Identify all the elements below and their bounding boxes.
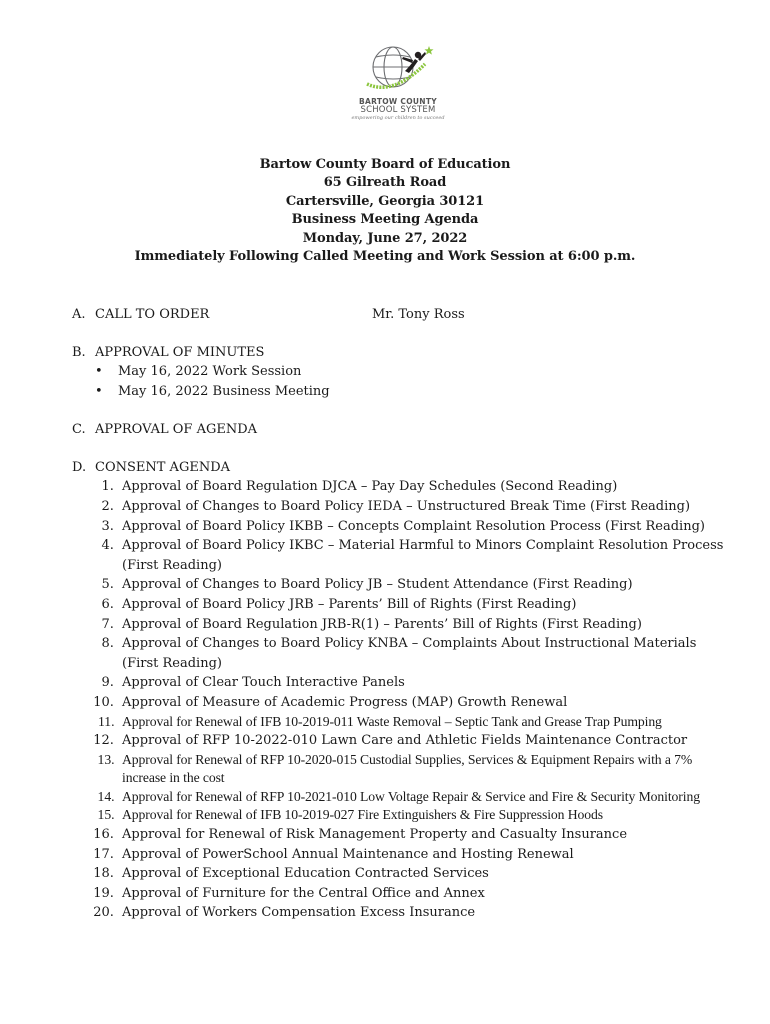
section-approval-of-agenda — [72, 420, 742, 440]
list-item — [72, 575, 742, 595]
item-text: Approval of Board Regulation DJCA – Pay Day Schedules (Second Reading) — [122, 479, 618, 495]
list-item — [72, 825, 742, 845]
list-item — [72, 806, 742, 825]
header-line-time: Immediately Following Called Meeting and Work Session at 6:00 p.m. — [134, 249, 636, 265]
minutes-list — [72, 362, 742, 402]
section-letter: C. — [72, 422, 86, 438]
item-text: Approval of Measure of Academic Progress (MAP) Growth Renewal — [122, 694, 568, 710]
header-line-address: 65 Gilreath Road — [323, 175, 447, 191]
section-approval-of-minutes — [72, 343, 742, 403]
list-item — [72, 497, 742, 517]
section-letter: B. — [72, 344, 86, 360]
item-text: Approval for Renewal of IFB 10-2019-011 Waste Removal – Septic Tank and Grease Trap Pumping — [122, 713, 662, 729]
logo-line-1: BARTOW COUNTY — [358, 97, 438, 106]
list-item — [72, 536, 742, 575]
item-number: 16. — [93, 827, 118, 843]
school-system-logo — [348, 40, 448, 122]
section-title: CALL TO ORDER — [95, 307, 210, 322]
consent-agenda-list — [72, 477, 742, 923]
section-title: APPROVAL OF AGENDA — [95, 422, 258, 438]
globe-figure-icon — [355, 40, 441, 96]
item-text: Approval of Board Regulation JRB-R(1) – Parents’ Bill of Rights (First Reading) — [122, 616, 642, 632]
list-item — [72, 615, 742, 635]
item-text: Approval for Renewal of IFB 10-2019-027 Fire Extinguishers & Fire Suppression Hoods — [122, 807, 603, 823]
item-text: Approval of Changes to Board Policy KNBA – Complaints About Instructional Materials (First Reading) — [122, 636, 697, 671]
list-item — [72, 845, 742, 865]
item-text: Approval of Changes to Board Policy IEDA – Unstructured Break Time (First Reading) — [122, 498, 691, 514]
item-number: 18. — [93, 866, 118, 882]
item-text: Approval of Exceptional Education Contracted Services — [122, 866, 489, 882]
item-number: 15. — [97, 807, 118, 823]
list-item — [72, 903, 742, 923]
list-item — [72, 884, 742, 904]
list-item: • May 16, 2022 Work Session — [95, 362, 742, 382]
item-text: Approval of Board Policy IKBB – Concepts Complaint Resolution Process (First Reading) — [122, 518, 705, 534]
section-call-to-order — [72, 305, 742, 325]
item-number: 4. — [101, 538, 118, 554]
item-number: 14. — [97, 788, 118, 804]
logo-tagline: empowering our children to succeed — [351, 115, 445, 121]
header-line-city: Cartersville, Georgia 30121 — [285, 193, 485, 209]
list-item — [72, 673, 742, 693]
list-item — [72, 477, 742, 497]
item-number: 9. — [101, 675, 118, 691]
header-line-org: Bartow County Board of Education — [259, 157, 511, 172]
item-number: 7. — [101, 616, 118, 632]
list-item — [72, 788, 742, 807]
list-item — [72, 693, 742, 713]
list-item — [72, 731, 742, 751]
item-number: 19. — [93, 885, 118, 901]
item-text: Approval for Renewal of Risk Management Property and Casualty Insurance — [122, 827, 628, 843]
item-number: 6. — [101, 596, 118, 612]
section-consent-agenda — [72, 458, 742, 923]
section-letter: A. — [72, 307, 86, 322]
item-text: Approval for Renewal of RFP 10-2021-010 Low Voltage Repair & Service and Fire & Security Monitoring — [122, 788, 700, 804]
list-item — [72, 751, 742, 788]
item-number: 12. — [93, 733, 118, 749]
list-item — [72, 634, 742, 673]
presenter-name: Mr. Tony Ross — [372, 307, 465, 322]
item-text: Approval of PowerSchool Annual Maintenance and Hosting Renewal — [122, 846, 574, 862]
item-text: Approval of Board Policy JRB – Parents’ Bill of Rights (First Reading) — [122, 596, 577, 612]
item-number: 1. — [101, 479, 118, 495]
item-text: Approval of Workers Compensation Excess Insurance — [122, 905, 476, 921]
agenda-body — [72, 305, 742, 923]
list-item — [72, 864, 742, 884]
item-text: Approval of Furniture for the Central Office and Annex — [122, 885, 485, 901]
logo-line-2: SCHOOL SYSTEM — [360, 105, 436, 115]
item-number: 3. — [101, 518, 118, 534]
item-text: Approval of Board Policy IKBC – Material Harmful to Minors Complaint Resolution Process (First Reading) — [122, 538, 724, 573]
item-text: Approval of Clear Touch Interactive Panels — [122, 675, 405, 691]
header-line-title: Business Meeting Agenda — [291, 212, 479, 228]
item-number: 11. — [97, 713, 118, 729]
item-number: 8. — [101, 636, 118, 652]
list-item — [72, 595, 742, 615]
item-text: Approval of Changes to Board Policy JB – Student Attendance (First Reading) — [122, 577, 633, 593]
section-title: CONSENT AGENDA — [95, 459, 231, 475]
item-number: 5. — [101, 577, 118, 593]
item-number: 10. — [93, 694, 118, 710]
document-header — [0, 156, 770, 266]
item-number: 20. — [93, 905, 118, 921]
list-item: • May 16, 2022 Business Meeting — [95, 382, 742, 402]
item-text: Approval of RFP 10-2022-010 Lawn Care and Athletic Fields Maintenance Contractor — [122, 733, 688, 749]
list-item — [72, 713, 742, 732]
item-number: 13. — [97, 751, 118, 767]
item-text: Approval for Renewal of RFP 10-2020-015 Custodial Supplies, Services & Equipment Repairs with a 7% increase in the cost — [122, 751, 693, 786]
list-item — [72, 517, 742, 537]
header-line-date: Monday, June 27, 2022 — [302, 230, 468, 246]
item-number: 2. — [101, 498, 118, 514]
item-number: 17. — [93, 846, 118, 862]
section-title: APPROVAL OF MINUTES — [95, 344, 265, 360]
section-letter: D. — [72, 459, 87, 475]
